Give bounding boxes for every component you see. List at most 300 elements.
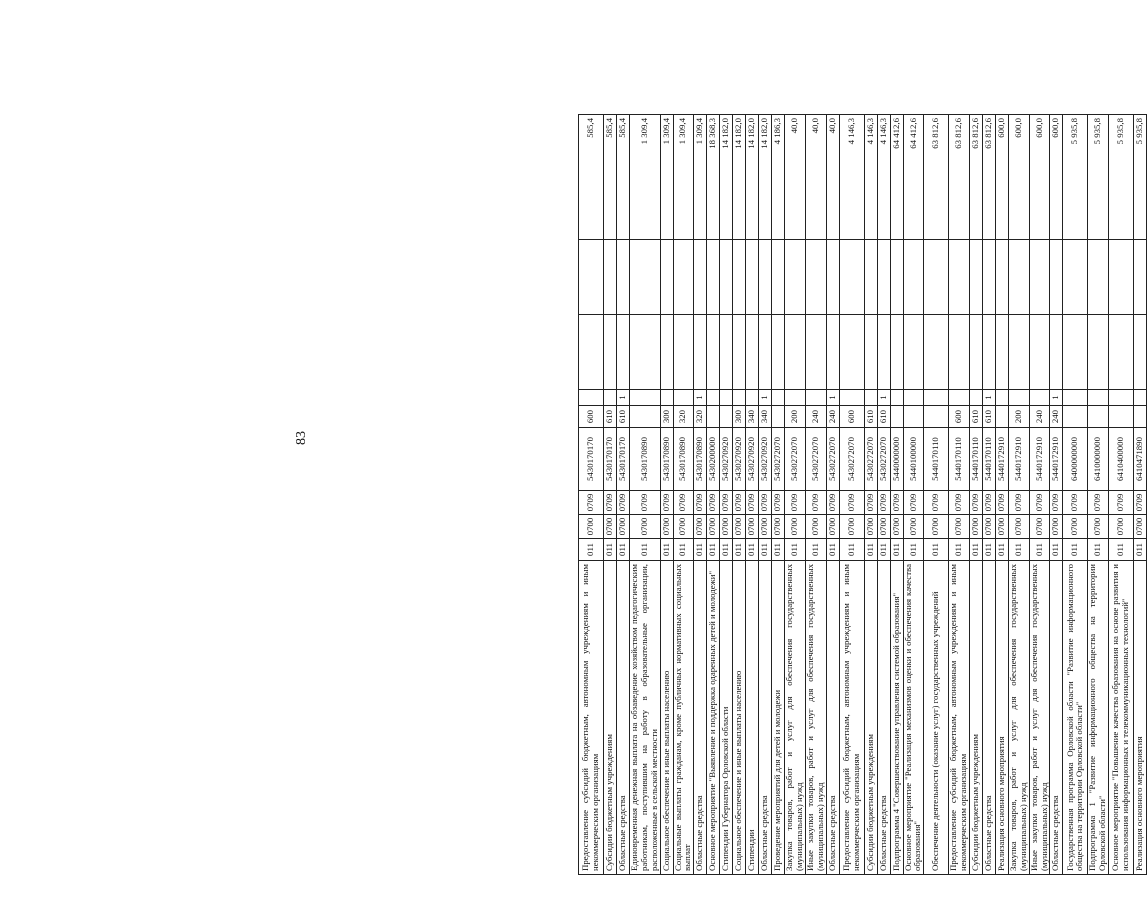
row-target-article-code: 5430200000	[707, 428, 720, 491]
row-amount-1	[982, 315, 995, 390]
row-amount-3: 5 935,8	[1109, 115, 1134, 240]
table-row	[890, 115, 903, 875]
row-name: Субсидии бюджетным учреждениям	[864, 561, 877, 875]
row-subsection-code: 0709	[1050, 491, 1063, 515]
row-subsection-code: 0709	[673, 491, 694, 515]
row-amount-3: 64 412,6	[903, 115, 924, 240]
row-amount-3: 5 935,8	[1134, 115, 1147, 240]
row-amount-3: 4 146,3	[877, 115, 890, 240]
row-subsection-code: 0709	[969, 491, 982, 515]
row-marker: 1	[617, 390, 630, 406]
row-marker	[1088, 390, 1109, 406]
row-expense-type-code	[720, 406, 733, 428]
row-amount-1	[630, 315, 661, 390]
row-amount-2	[772, 240, 785, 315]
row-target-article-code: 5430272070	[772, 428, 785, 491]
row-marker	[864, 390, 877, 406]
table-row	[924, 115, 949, 875]
row-amount-2	[1134, 240, 1147, 315]
row-ved-code: 011	[660, 539, 673, 561]
row-expense-type-code	[772, 406, 785, 428]
row-marker	[903, 390, 924, 406]
row-subsection-code: 0709	[772, 491, 785, 515]
row-subsection-code: 0709	[924, 491, 949, 515]
row-subsection-code: 0709	[982, 491, 995, 515]
row-target-article-code: 5430272070	[877, 428, 890, 491]
row-subsection-code: 0709	[630, 491, 661, 515]
row-amount-3: 40,0	[785, 115, 806, 240]
row-ved-code: 011	[617, 539, 630, 561]
row-ved-code: 011	[1088, 539, 1109, 561]
row-amount-2	[1029, 240, 1050, 315]
table-row	[759, 115, 772, 875]
row-name: Субсидии бюджетным учреждениям	[604, 561, 617, 875]
row-name: Областные средства	[982, 561, 995, 875]
row-amount-1	[969, 315, 982, 390]
table-row	[805, 115, 826, 875]
row-amount-3: 14 182,0	[759, 115, 772, 240]
row-subsection-code: 0709	[617, 491, 630, 515]
row-marker	[746, 390, 759, 406]
row-amount-2	[1008, 240, 1029, 315]
row-subsection-code: 0709	[1008, 491, 1029, 515]
row-marker	[995, 390, 1008, 406]
table-row	[772, 115, 785, 875]
row-ved-code: 011	[949, 539, 970, 561]
row-target-article-code: 5440170110	[982, 428, 995, 491]
row-subsection-code: 0709	[720, 491, 733, 515]
row-subsection-code: 0709	[805, 491, 826, 515]
row-ved-code: 011	[1008, 539, 1029, 561]
page-number: 83	[294, 431, 309, 445]
row-expense-type-code	[1063, 406, 1088, 428]
table-row	[949, 115, 970, 875]
row-amount-3: 63 812,6	[982, 115, 995, 240]
row-amount-3: 1 309,4	[673, 115, 694, 240]
row-name: Закупка товаров, работ и услуг для обеспечения государственных (муниципальных) нужд	[1008, 561, 1029, 875]
row-marker: 1	[877, 390, 890, 406]
row-subsection-code: 0709	[1029, 491, 1050, 515]
row-amount-2	[903, 240, 924, 315]
row-amount-3: 585,4	[604, 115, 617, 240]
row-ved-code: 011	[759, 539, 772, 561]
row-amount-3: 1 309,4	[660, 115, 673, 240]
row-amount-2	[660, 240, 673, 315]
row-amount-1	[694, 315, 707, 390]
row-section-code: 0700	[805, 515, 826, 539]
row-amount-1	[924, 315, 949, 390]
row-name: Реализация основного мероприятия	[995, 561, 1008, 875]
row-ved-code: 011	[877, 539, 890, 561]
rotated-page-content	[578, 115, 1145, 875]
row-name: Государственная программа Орловской области "Развитие информационного общества на территории Орловской области"	[1063, 561, 1088, 875]
row-name: Единовременная денежная выплата на обзаведение хозяйством педагогическим работникам, поступившим на работу в образовательные организации, расположенные в сельской местности	[630, 561, 661, 875]
row-target-article-code: 6410000000	[1088, 428, 1109, 491]
row-amount-1	[733, 315, 746, 390]
row-target-article-code: 5430170890	[660, 428, 673, 491]
row-target-article-code: 5440172910	[1050, 428, 1063, 491]
row-amount-3: 64 412,6	[890, 115, 903, 240]
row-subsection-code: 0709	[864, 491, 877, 515]
row-subsection-code: 0709	[995, 491, 1008, 515]
table-row	[720, 115, 733, 875]
row-marker	[630, 390, 661, 406]
row-section-code: 0700	[1029, 515, 1050, 539]
row-target-article-code: 5430270920	[733, 428, 746, 491]
table-row	[1008, 115, 1029, 875]
row-ved-code: 011	[903, 539, 924, 561]
row-name: Областные средства	[617, 561, 630, 875]
row-amount-2	[630, 240, 661, 315]
table-row	[660, 115, 673, 875]
row-name: Иные закупки товаров, работ и услуг для обеспечения государственных (муниципальных) нужд	[1029, 561, 1050, 875]
row-amount-2	[890, 240, 903, 315]
row-amount-3: 5 935,8	[1063, 115, 1088, 240]
row-marker	[733, 390, 746, 406]
row-marker: 1	[694, 390, 707, 406]
row-name: Областные средства	[759, 561, 772, 875]
row-amount-1	[826, 315, 839, 390]
row-target-article-code: 5430170890	[694, 428, 707, 491]
row-amount-2	[924, 240, 949, 315]
row-amount-3: 600,0	[1029, 115, 1050, 240]
row-expense-type-code: 600	[949, 406, 970, 428]
table-row	[839, 115, 864, 875]
table-row	[694, 115, 707, 875]
row-subsection-code: 0709	[746, 491, 759, 515]
row-expense-type-code	[903, 406, 924, 428]
row-subsection-code: 0709	[759, 491, 772, 515]
row-amount-1	[1029, 315, 1050, 390]
row-name: Основное мероприятие "Реализация механизмов оценки и обеспечения качества образования"	[903, 561, 924, 875]
row-marker	[1109, 390, 1134, 406]
row-ved-code: 011	[839, 539, 864, 561]
row-marker	[1134, 390, 1147, 406]
row-target-article-code: 5430272070	[785, 428, 806, 491]
row-section-code: 0700	[707, 515, 720, 539]
row-ved-code: 011	[772, 539, 785, 561]
row-section-code: 0700	[673, 515, 694, 539]
row-name: Проведение мероприятий для детей и молодежи	[772, 561, 785, 875]
row-expense-type-code: 300	[660, 406, 673, 428]
row-ved-code: 011	[826, 539, 839, 561]
row-subsection-code: 0709	[949, 491, 970, 515]
row-expense-type-code: 320	[694, 406, 707, 428]
row-amount-2	[579, 240, 604, 315]
row-expense-type-code: 610	[617, 406, 630, 428]
row-subsection-code: 0709	[1109, 491, 1134, 515]
row-name: Подпрограмма 1 "Развитие информационного общества на территории Орловской области"	[1088, 561, 1109, 875]
row-section-code: 0700	[746, 515, 759, 539]
row-amount-2	[826, 240, 839, 315]
row-expense-type-code: 610	[969, 406, 982, 428]
row-target-article-code: 5430170890	[673, 428, 694, 491]
row-marker	[604, 390, 617, 406]
row-amount-1	[1088, 315, 1109, 390]
row-section-code: 0700	[772, 515, 785, 539]
row-amount-3: 4 146,3	[839, 115, 864, 240]
table-row	[982, 115, 995, 875]
row-expense-type-code: 240	[1029, 406, 1050, 428]
row-subsection-code: 0709	[1134, 491, 1147, 515]
row-name: Социальное обеспечение и иные выплаты населению	[733, 561, 746, 875]
budget-table	[578, 114, 1147, 875]
row-target-article-code: 5430170170	[604, 428, 617, 491]
row-amount-1	[805, 315, 826, 390]
table-row	[1109, 115, 1134, 875]
row-subsection-code: 0709	[877, 491, 890, 515]
row-amount-3: 600,0	[1008, 115, 1029, 240]
row-marker	[707, 390, 720, 406]
table-row	[1134, 115, 1147, 875]
row-amount-1	[903, 315, 924, 390]
row-section-code: 0700	[733, 515, 746, 539]
row-target-article-code: 5440170110	[949, 428, 970, 491]
row-name: Областные средства	[694, 561, 707, 875]
table-row	[1063, 115, 1088, 875]
row-section-code: 0700	[1134, 515, 1147, 539]
row-amount-2	[604, 240, 617, 315]
row-amount-1	[579, 315, 604, 390]
table-row	[1088, 115, 1109, 875]
table-row	[579, 115, 604, 875]
row-amount-1	[1063, 315, 1088, 390]
row-amount-3: 600,0	[995, 115, 1008, 240]
row-ved-code: 011	[864, 539, 877, 561]
row-name: Реализация основного мероприятия	[1134, 561, 1147, 875]
row-amount-2	[969, 240, 982, 315]
row-section-code: 0700	[720, 515, 733, 539]
table-row	[707, 115, 720, 875]
row-expense-type-code: 600	[839, 406, 864, 428]
row-amount-2	[720, 240, 733, 315]
row-section-code: 0700	[890, 515, 903, 539]
table-row	[995, 115, 1008, 875]
row-section-code: 0700	[660, 515, 673, 539]
row-name: Субсидии бюджетным учреждениям	[969, 561, 982, 875]
row-amount-2	[785, 240, 806, 315]
row-expense-type-code	[707, 406, 720, 428]
row-amount-2	[1109, 240, 1134, 315]
row-amount-3: 63 812,6	[969, 115, 982, 240]
row-name: Предоставление субсидий бюджетным, автономным учреждениям и иным некоммерческим организациям	[579, 561, 604, 875]
row-target-article-code: 6400000000	[1063, 428, 1088, 491]
row-amount-1	[1134, 315, 1147, 390]
row-name: Подпрограмма 4 "Совершенствование управления системой образования"	[890, 561, 903, 875]
row-amount-2	[995, 240, 1008, 315]
row-amount-3: 14 182,0	[746, 115, 759, 240]
table-row	[1029, 115, 1050, 875]
row-amount-1	[890, 315, 903, 390]
row-amount-2	[1063, 240, 1088, 315]
row-section-code: 0700	[826, 515, 839, 539]
row-target-article-code: 5430170170	[617, 428, 630, 491]
row-amount-2	[617, 240, 630, 315]
row-name: Областные средства	[877, 561, 890, 875]
row-amount-3: 1 309,4	[694, 115, 707, 240]
row-amount-1	[1109, 315, 1134, 390]
row-amount-3: 600,0	[1050, 115, 1063, 240]
row-target-article-code: 5440000000	[890, 428, 903, 491]
row-target-article-code: 6410400000	[1109, 428, 1134, 491]
row-ved-code: 011	[785, 539, 806, 561]
row-amount-2	[805, 240, 826, 315]
row-marker	[1029, 390, 1050, 406]
row-marker	[969, 390, 982, 406]
row-name: Областные средства	[826, 561, 839, 875]
row-ved-code: 011	[982, 539, 995, 561]
row-amount-2	[949, 240, 970, 315]
row-subsection-code: 0709	[694, 491, 707, 515]
row-ved-code: 011	[995, 539, 1008, 561]
table-row	[617, 115, 630, 875]
row-ved-code: 011	[805, 539, 826, 561]
row-target-article-code: 5430272070	[839, 428, 864, 491]
row-target-article-code: 5440170110	[969, 428, 982, 491]
row-expense-type-code: 240	[826, 406, 839, 428]
row-name: Социальные выплаты гражданам, кроме публичных нормативных социальных выплат	[673, 561, 694, 875]
row-target-article-code: 5430270920	[759, 428, 772, 491]
row-ved-code: 011	[707, 539, 720, 561]
row-expense-type-code: 300	[733, 406, 746, 428]
row-marker	[579, 390, 604, 406]
row-expense-type-code: 610	[864, 406, 877, 428]
row-expense-type-code: 610	[604, 406, 617, 428]
row-amount-2	[1088, 240, 1109, 315]
row-section-code: 0700	[982, 515, 995, 539]
row-subsection-code: 0709	[785, 491, 806, 515]
row-ved-code: 011	[924, 539, 949, 561]
row-marker: 1	[759, 390, 772, 406]
row-expense-type-code: 610	[877, 406, 890, 428]
table-row	[903, 115, 924, 875]
row-target-article-code: 5430170890	[630, 428, 661, 491]
table-row	[1050, 115, 1063, 875]
row-target-article-code: 5430270920	[720, 428, 733, 491]
row-marker	[772, 390, 785, 406]
row-name: Предоставление субсидий бюджетным, автономным учреждениям и иным некоммерческим организациям	[839, 561, 864, 875]
row-section-code: 0700	[1008, 515, 1029, 539]
row-expense-type-code: 600	[579, 406, 604, 428]
row-subsection-code: 0709	[839, 491, 864, 515]
row-amount-3: 14 182,0	[720, 115, 733, 240]
table-body	[579, 115, 1147, 875]
row-subsection-code: 0709	[903, 491, 924, 515]
row-amount-1	[604, 315, 617, 390]
row-section-code: 0700	[969, 515, 982, 539]
row-amount-2	[733, 240, 746, 315]
row-section-code: 0700	[759, 515, 772, 539]
row-amount-1	[707, 315, 720, 390]
row-expense-type-code: 240	[1050, 406, 1063, 428]
row-expense-type-code: 240	[805, 406, 826, 428]
row-subsection-code: 0709	[826, 491, 839, 515]
row-ved-code: 011	[694, 539, 707, 561]
row-amount-2	[759, 240, 772, 315]
row-section-code: 0700	[949, 515, 970, 539]
row-target-article-code: 5440100000	[903, 428, 924, 491]
row-expense-type-code	[1109, 406, 1134, 428]
row-ved-code: 011	[579, 539, 604, 561]
row-amount-1	[864, 315, 877, 390]
row-marker: 1	[1050, 390, 1063, 406]
table-row	[746, 115, 759, 875]
row-target-article-code: 5430170170	[579, 428, 604, 491]
row-target-article-code: 5430272070	[864, 428, 877, 491]
row-section-code: 0700	[1088, 515, 1109, 539]
row-amount-2	[673, 240, 694, 315]
row-amount-1	[949, 315, 970, 390]
table-row	[630, 115, 661, 875]
row-name: Обеспечение деятельности (оказание услуг) государственных учреждений	[924, 561, 949, 875]
table-row	[604, 115, 617, 875]
row-subsection-code: 0709	[1088, 491, 1109, 515]
row-subsection-code: 0709	[890, 491, 903, 515]
row-marker	[673, 390, 694, 406]
row-amount-3: 40,0	[826, 115, 839, 240]
row-target-article-code: 5440170110	[924, 428, 949, 491]
table-row	[969, 115, 982, 875]
row-section-code: 0700	[839, 515, 864, 539]
row-amount-3: 4 146,3	[864, 115, 877, 240]
row-amount-2	[982, 240, 995, 315]
row-marker	[890, 390, 903, 406]
row-amount-3: 585,4	[579, 115, 604, 240]
row-section-code: 0700	[630, 515, 661, 539]
row-amount-3: 4 186,3	[772, 115, 785, 240]
table-row	[864, 115, 877, 875]
row-section-code: 0700	[877, 515, 890, 539]
table-row	[673, 115, 694, 875]
row-amount-3: 63 812,6	[949, 115, 970, 240]
row-target-article-code: 5430272070	[826, 428, 839, 491]
row-amount-1	[720, 315, 733, 390]
row-marker	[660, 390, 673, 406]
row-target-article-code: 6410471890	[1134, 428, 1147, 491]
row-expense-type-code	[630, 406, 661, 428]
table-row	[785, 115, 806, 875]
row-name: Закупка товаров, работ и услуг для обеспечения государственных (муниципальных) нужд	[785, 561, 806, 875]
row-amount-1	[617, 315, 630, 390]
row-section-code: 0700	[924, 515, 949, 539]
row-section-code: 0700	[604, 515, 617, 539]
row-name: Основное мероприятие "Повышение качества образования на основе развития и использования информационных и телекоммуникационных технологий"	[1109, 561, 1134, 875]
row-ved-code: 011	[720, 539, 733, 561]
row-expense-type-code: 340	[746, 406, 759, 428]
row-marker	[1063, 390, 1088, 406]
row-amount-3: 1 309,4	[630, 115, 661, 240]
row-ved-code: 011	[1063, 539, 1088, 561]
row-subsection-code: 0709	[707, 491, 720, 515]
row-name: Социальное обеспечение и иные выплаты населению	[660, 561, 673, 875]
row-amount-2	[707, 240, 720, 315]
row-amount-3: 585,4	[617, 115, 630, 240]
row-marker	[1008, 390, 1029, 406]
row-subsection-code: 0709	[733, 491, 746, 515]
table-row	[877, 115, 890, 875]
row-expense-type-code: 200	[785, 406, 806, 428]
row-marker	[805, 390, 826, 406]
row-amount-1	[877, 315, 890, 390]
row-section-code: 0700	[864, 515, 877, 539]
row-section-code: 0700	[995, 515, 1008, 539]
row-ved-code: 011	[890, 539, 903, 561]
row-expense-type-code	[924, 406, 949, 428]
row-amount-1	[759, 315, 772, 390]
row-marker: 1	[826, 390, 839, 406]
row-target-article-code: 5430270920	[746, 428, 759, 491]
row-target-article-code: 5440172910	[1029, 428, 1050, 491]
